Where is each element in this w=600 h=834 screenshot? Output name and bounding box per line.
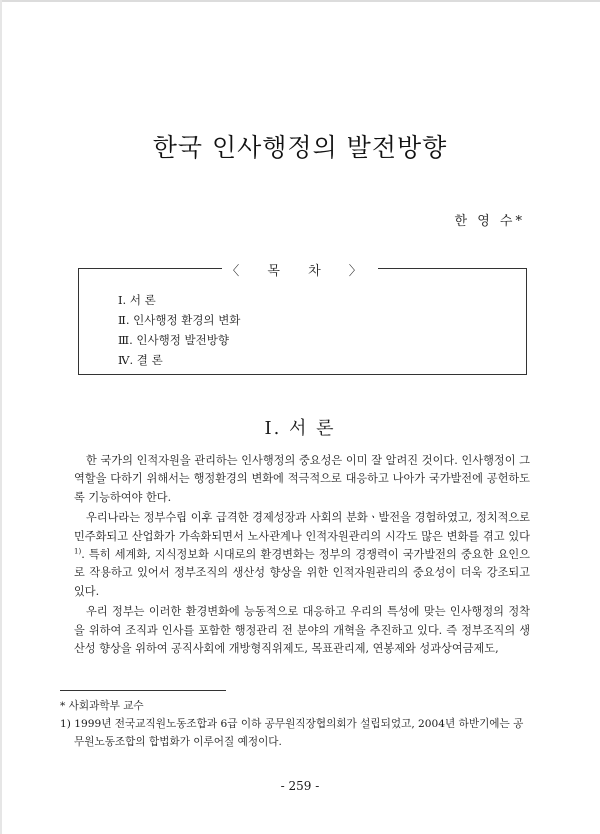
toc-heading-label	[222, 264, 378, 279]
author-name: 한 영 수*	[454, 214, 525, 229]
paragraph: 한 국가의 인적자원을 관리하는 인사행정의 중요성은 이미 잘 알려진 것이다. 인사행정이 그 역할을 다하기 위해서는 행정환경의 변화에 적극적으로 대응하고 나아가 국가발전에 공헌하도록 기능하여야 한다.	[74, 454, 530, 504]
toc-bracket-open: 〈	[226, 264, 268, 279]
body-text	[74, 452, 530, 658]
toc-item: Ⅱ. 인사행정 환경의 변화	[118, 313, 241, 327]
toc-heading	[0, 260, 600, 279]
toc-item: Ⅳ. 결 론	[118, 353, 163, 367]
toc-list	[118, 290, 240, 370]
footnote-ref: 1)	[74, 547, 82, 556]
toc-item: Ⅰ. 서 론	[118, 293, 156, 307]
paragraph-part: . 특히 세계화, 지식정보화 시대로의 환경변화는 정부의 경쟁력이 국가발전의 중요한 요인으로 작용하고 있어서 정부조직의 생산성 향상을 위한 인적자원관리의 중요성이 더욱 강조되고 있다.	[74, 548, 530, 598]
page-edge	[0, 0, 600, 2]
paper-title: 한국 인사행정의 발전방향	[152, 133, 448, 162]
paragraph	[74, 509, 530, 601]
toc-item: Ⅲ. 인사행정 발전방향	[118, 333, 229, 347]
footnotes	[60, 697, 530, 751]
footnote: * 사회과학부 교수	[60, 700, 144, 712]
page-number: - 259 -	[280, 779, 320, 793]
paragraph-part: 우리나라는 정부수립 이후 급격한 경제성장과 사회의 분화ㆍ발전을 경험하였고, 정치적으로 민주화되고 산업화가 가속화되면서 노사관계나 인적자원관리의 시각도 많은 변화를 겪고 있다	[74, 511, 530, 543]
toc-heading-text: 목 차	[267, 264, 333, 279]
section-title: Ⅰ. 서 론	[264, 418, 336, 439]
toc-bracket-close: 〉	[332, 264, 374, 279]
paragraph: 우리 정부는 이러한 환경변화에 능동적으로 대응하고 우리의 특성에 맞는 인사행정의 정착을 위하여 조직과 인사를 포함한 행정관리 전 분야의 개혁을 추진하고 있다. 즉 정부조직의 생산성 향상을 위하여 공직사회에 개방형직위제도, 목표관리제, 연봉제와 성과상여금제도,	[74, 605, 530, 656]
footnote-divider	[60, 690, 226, 691]
footnote: 1) 1999년 전국교직원노동조합과 6급 이하 공무원직장협의회가 설립되었고, 2004년 하반기에는 공무원노동조합의 합법화가 이루어질 예정이다.	[60, 718, 524, 748]
